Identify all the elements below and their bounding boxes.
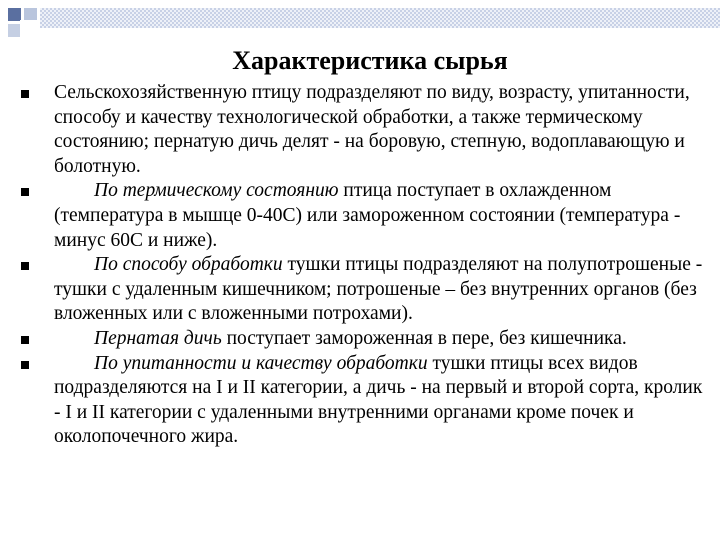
bullet-list [18,81,708,450]
square-bullet-icon [21,90,29,98]
item-emphasis: По способу обработки [94,254,283,276]
square-bullet-icon [21,262,29,270]
decor-checkered-band [40,8,720,28]
square-bullet-icon [21,361,29,369]
item-text: тушки птицы всех видов подразделяются на I и II категории, а дичь - на первый и второй сорта, кролик - I и II категории с удаленными внутренними органами кроме почек и околопочечного жира. [54,352,703,448]
list-item [18,352,708,450]
slide-title: Характеристика сырья [232,46,508,75]
list-item [18,81,708,179]
item-emphasis: Пернатая дичь [94,327,222,349]
item-emphasis: По термическому состоянию [94,180,339,202]
square-bullet-icon [21,336,29,344]
item-text: тушки птицы подразделяют на полупотрошеные - тушки с удаленным кишечником; потрошеные – без внутренних органов (без вложенных или с вложенными потрохами). [54,254,703,325]
decor-square [20,20,38,38]
item-text: Сельскохозяйственную птицу подразделяют по виду, возрасту, упитанности, способу и качеству технологической обработки, а также термическому состоянию; пернатую дичь делят - на боровую, степную, водоплавающую и болотную. [54,82,690,177]
list-item [18,327,708,352]
item-emphasis: По упитанности и качеству обработки [94,352,428,374]
list-item [18,179,708,253]
square-bullet-icon [21,188,29,196]
item-text: птица поступает в охлажденном (температура в мышце 0-40С) или замороженном состоянии (температура - минус 60С и ниже). [54,180,681,251]
list-item [18,253,708,327]
item-text: поступает замороженная в пере, без кишечника. [221,327,627,349]
